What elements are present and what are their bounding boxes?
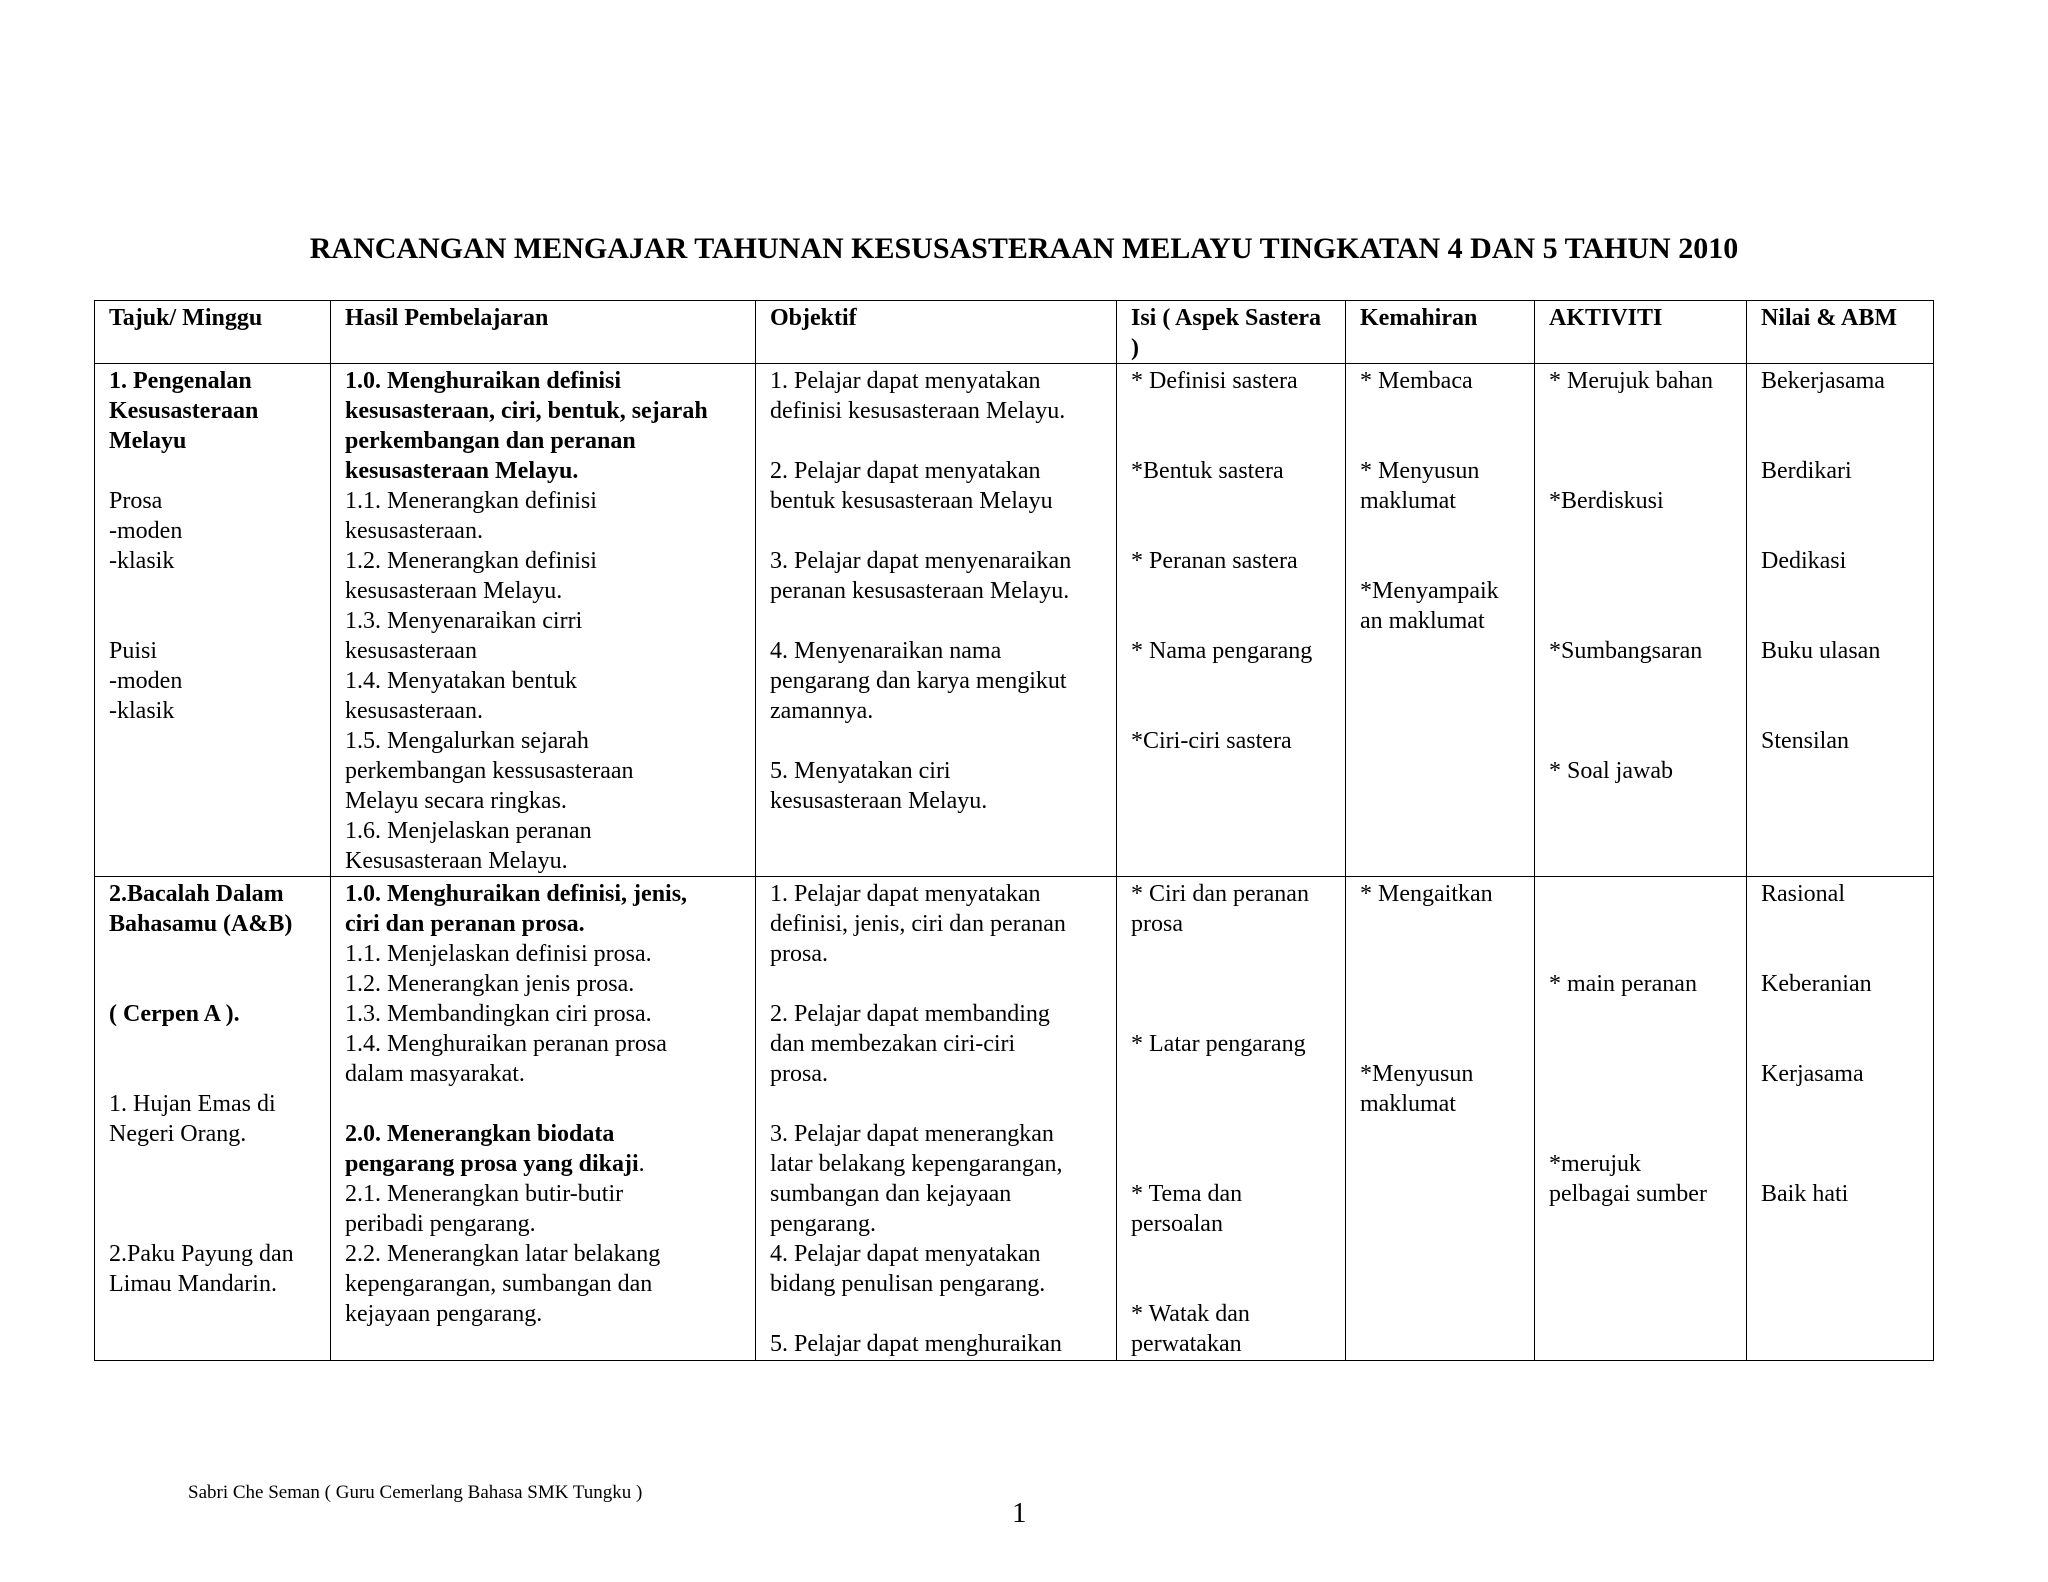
cell-text-line: bidang penulisan pengarang. (770, 1271, 1046, 1297)
cell-text-line (1549, 696, 1734, 726)
cell-text-line: *Menyusun (1360, 1061, 1474, 1087)
bold-text: pengarang prosa yang dikaji (345, 1151, 639, 1177)
cell-text-line (770, 726, 1104, 756)
cell-text-line: kesusasteraan Melayu. (770, 788, 988, 814)
cell-text-line (1549, 456, 1734, 486)
header-kemahiran: Kemahiran (1346, 301, 1535, 364)
cell-text-line (770, 969, 1104, 999)
cell-text-line: *Berdiskusi (1549, 488, 1664, 514)
cell-text-line: * Merujuk bahan (1549, 368, 1713, 394)
cell-text-line: *Menyampaik (1360, 578, 1499, 604)
cell-text-line (1549, 909, 1734, 939)
cell-text-line (1360, 546, 1522, 576)
cell-text-line (345, 1089, 743, 1119)
cell-text-line (345, 1149, 743, 1179)
cell-text-line: *Sumbangsaran (1549, 638, 1703, 664)
cell-text-line (1761, 486, 1921, 516)
cell-text-line: peranan kesusasteraan Melayu. (770, 578, 1070, 604)
cell-text-line: 4. Pelajar dapat menyatakan (770, 1241, 1041, 1267)
cell-text-line (1360, 999, 1522, 1029)
cell-nilai-abm (1747, 364, 1934, 877)
cell-text-line (1131, 486, 1333, 516)
cell-text-line (1761, 939, 1921, 969)
cell-text-line: pengarang dan karya mengikut (770, 668, 1067, 694)
cell-text-line: Buku ulasan (1761, 638, 1881, 664)
cell-text-line (109, 1029, 318, 1059)
cell-text-line (1761, 1029, 1921, 1059)
bold-text: Melayu (109, 428, 187, 454)
cell-text-line: 5. Pelajar dapat menghuraikan (770, 1331, 1062, 1357)
cell-text-line (1761, 666, 1921, 696)
cell-text-line (1549, 999, 1734, 1029)
cell-text-line (770, 606, 1104, 636)
cell-text-line: * Definisi sastera (1131, 368, 1298, 394)
bold-text: perkembangan dan peranan (345, 428, 636, 454)
cell-text-line (1761, 1119, 1921, 1149)
cell-text-line: pengarang. (770, 1211, 876, 1237)
cell-text-line (1761, 999, 1921, 1029)
cell-text-line: dan membezakan ciri-ciri (770, 1031, 1016, 1057)
cell-aktiviti (1535, 877, 1747, 1361)
lesson-plan-table (94, 300, 1934, 1361)
cell-text-line (109, 999, 318, 1029)
header-hasil-pembelajaran: Hasil Pembelajaran (331, 301, 756, 364)
cell-text-line: definisi kesusasteraan Melayu. (770, 398, 1066, 424)
cell-text-line: zamannya. (770, 698, 874, 724)
cell-text-line (1360, 426, 1522, 456)
cell-text-line: * Watak dan (1131, 1301, 1250, 1327)
cell-text-line: Stensilan (1761, 728, 1849, 754)
cell-text-line (1131, 426, 1333, 456)
cell-text-line: 1.2. Menerangkan definisi (345, 548, 597, 574)
cell-text-line: 1.3. Membandingkan ciri prosa. (345, 1001, 652, 1027)
cell-text-line: latar belakang kepengarangan, (770, 1151, 1063, 1177)
cell-text-line: 1.3. Menyenaraikan cirri (345, 608, 583, 634)
cell-text-line: persoalan (1131, 1211, 1223, 1237)
cell-text-line (1131, 1149, 1333, 1179)
cell-text-line: pelbagai sumber (1549, 1181, 1707, 1207)
cell-text-line (1761, 576, 1921, 606)
cell-text-line (345, 1119, 743, 1149)
cell-text-line: -moden (109, 668, 183, 694)
header-aktiviti: AKTIVITI (1535, 301, 1747, 364)
cell-text-line (109, 396, 318, 426)
cell-text-line (1549, 939, 1734, 969)
cell-text-line: maklumat (1360, 1091, 1456, 1117)
cell-text-line: * Menyusun (1360, 458, 1480, 484)
cell-text-line: 2. Pelajar dapat menyatakan (770, 458, 1041, 484)
cell-text-line (1549, 606, 1734, 636)
header-tajuk-minggu: Tajuk/ Minggu (95, 301, 331, 364)
cell-text-line (770, 516, 1104, 546)
cell-hasil-pembelajaran (331, 877, 756, 1361)
cell-text-line (109, 576, 318, 606)
cell-text-line (1549, 546, 1734, 576)
bold-text: 1.0. Menghuraikan definisi, jenis, (345, 881, 688, 907)
cell-text-line: 1. Pelajar dapat menyatakan (770, 881, 1041, 907)
cell-text-line: 1. Pelajar dapat menyatakan (770, 368, 1041, 394)
cell-text-line (1549, 879, 1734, 909)
footer-author: Sabri Che Seman ( Guru Cemerlang Bahasa SMK Tungku ) (188, 1482, 643, 1503)
cell-text-line (109, 879, 318, 909)
bold-text: 1. Pengenalan (109, 368, 252, 394)
cell-text-line: * Latar pengarang (1131, 1031, 1306, 1057)
cell-text-line (109, 969, 318, 999)
cell-text-line: prosa. (770, 941, 828, 967)
cell-text-line (109, 1209, 318, 1239)
cell-text-line: *merujuk (1549, 1151, 1641, 1177)
cell-text-line: kesusasteraan. (345, 698, 483, 724)
cell-text-line: Baik hati (1761, 1181, 1849, 1207)
cell-text-line (1761, 516, 1921, 546)
cell-text-line (109, 606, 318, 636)
cell-text-line (1549, 576, 1734, 606)
bold-text: ( Cerpen A ). (109, 1001, 240, 1027)
cell-text-line: bentuk kesusasteraan Melayu (770, 488, 1053, 514)
cell-text-line: Melayu secara ringkas. (345, 788, 567, 814)
cell-text-line: definisi, jenis, ciri dan peranan (770, 911, 1066, 937)
header-objektif: Objektif (756, 301, 1117, 364)
bold-text: Kesusasteraan (109, 398, 259, 424)
bold-text: kesusasteraan Melayu. (345, 458, 579, 484)
cell-text-line (109, 366, 318, 396)
cell-text-line: Bekerjasama (1761, 368, 1885, 394)
cell-tajuk-minggu (95, 364, 331, 877)
cell-text-line: Keberanian (1761, 971, 1872, 997)
cell-text-line (1761, 909, 1921, 939)
cell-text-line: 1.6. Menjelaskan peranan (345, 818, 592, 844)
cell-text-line (1761, 426, 1921, 456)
cell-text-line: -moden (109, 518, 183, 544)
cell-text-line (1131, 1059, 1333, 1089)
cell-objektif (756, 877, 1117, 1361)
cell-text-line (1761, 396, 1921, 426)
cell-text-line: *Ciri-ciri sastera (1131, 728, 1292, 754)
cell-kemahiran (1346, 364, 1535, 877)
cell-text-line (1131, 696, 1333, 726)
cell-text-line (770, 1299, 1104, 1329)
cell-text-line (1360, 969, 1522, 999)
cell-text-line (1360, 1029, 1522, 1059)
cell-text-line: 4. Menyenaraikan nama (770, 638, 1002, 664)
cell-text-line (1131, 1119, 1333, 1149)
bold-text: Bahasamu (A&B) (109, 911, 293, 937)
cell-isi-aspek-sastera (1117, 364, 1346, 877)
cell-text-line (109, 1059, 318, 1089)
cell-text-line: prosa (1131, 911, 1183, 937)
cell-text-line (1131, 969, 1333, 999)
cell-text-line: kesusasteraan. (345, 518, 483, 544)
cell-text-line (770, 426, 1104, 456)
trailing-text: . (638, 1151, 645, 1177)
cell-text-line (1549, 726, 1734, 756)
cell-text-line (1549, 666, 1734, 696)
cell-text-line (1761, 1089, 1921, 1119)
cell-text-line: *Bentuk sastera (1131, 458, 1284, 484)
cell-text-line: * Membaca (1360, 368, 1473, 394)
cell-text-line: * main peranan (1549, 971, 1697, 997)
cell-text-line: Puisi (109, 638, 158, 664)
cell-text-line (1549, 1119, 1734, 1149)
cell-text-line (1360, 909, 1522, 939)
cell-text-line: -klasik (109, 548, 175, 574)
cell-text-line (1360, 516, 1522, 546)
table-header-row (95, 301, 1934, 364)
cell-text-line (1131, 396, 1333, 426)
cell-text-line (1549, 516, 1734, 546)
cell-text-line: Kerjasama (1761, 1061, 1864, 1087)
cell-text-line: Rasional (1761, 881, 1845, 907)
cell-text-line (345, 396, 743, 426)
header-isi-aspek-sastera: Isi ( Aspek Sastera ) (1117, 301, 1346, 364)
cell-text-line: kesusasteraan Melayu. (345, 578, 563, 604)
cell-isi-aspek-sastera (1117, 877, 1346, 1361)
cell-text-line (1360, 939, 1522, 969)
cell-text-line: 2.2. Menerangkan latar belakang (345, 1241, 661, 1267)
cell-text-line (109, 456, 318, 486)
cell-text-line: perkembangan kessusasteraan (345, 758, 634, 784)
cell-text-line (1360, 396, 1522, 426)
cell-text-line (1131, 1239, 1333, 1269)
cell-kemahiran (1346, 877, 1535, 1361)
cell-text-line (770, 1089, 1104, 1119)
cell-text-line: Limau Mandarin. (109, 1271, 277, 1297)
cell-text-line (109, 909, 318, 939)
header-nilai-abm: Nilai & ABM (1747, 301, 1934, 364)
cell-text-line: kejayaan pengarang. (345, 1301, 543, 1327)
cell-text-line (1549, 1089, 1734, 1119)
cell-text-line: sumbangan dan kejayaan (770, 1181, 1012, 1207)
cell-text-line (109, 426, 318, 456)
cell-text-line: 1.2. Menerangkan jenis prosa. (345, 971, 635, 997)
cell-text-line: 3. Pelajar dapat menyenaraikan (770, 548, 1072, 574)
cell-text-line: maklumat (1360, 488, 1456, 514)
bold-text: 2.0. Menerangkan biodata (345, 1121, 615, 1147)
cell-text-line: dalam masyarakat. (345, 1061, 525, 1087)
cell-text-line (1131, 939, 1333, 969)
cell-text-line: kesusasteraan (345, 638, 477, 664)
cell-text-line: 1.5. Mengalurkan sejarah (345, 728, 589, 754)
cell-text-line (1131, 999, 1333, 1029)
cell-text-line: 2. Pelajar dapat membanding (770, 1001, 1050, 1027)
cell-text-line: Dedikasi (1761, 548, 1847, 574)
cell-text-line (1761, 606, 1921, 636)
cell-text-line (109, 939, 318, 969)
bold-text: ciri dan peranan prosa. (345, 911, 585, 937)
cell-text-line: 1.1. Menjelaskan definisi prosa. (345, 941, 652, 967)
cell-text-line (1131, 1089, 1333, 1119)
cell-text-line (109, 1149, 318, 1179)
cell-text-line (1549, 1029, 1734, 1059)
cell-text-line: Prosa (109, 488, 163, 514)
cell-text-line: kepengarangan, sumbangan dan (345, 1271, 653, 1297)
cell-text-line: * Soal jawab (1549, 758, 1673, 784)
cell-text-line: perwatakan (1131, 1331, 1242, 1357)
table-row (95, 877, 1934, 1361)
cell-text-line: 3. Pelajar dapat menerangkan (770, 1121, 1054, 1147)
cell-text-line: -klasik (109, 698, 175, 724)
table-row (95, 364, 1934, 877)
cell-text-line: prosa. (770, 1061, 828, 1087)
cell-text-line: Berdikari (1761, 458, 1852, 484)
cell-text-line (1549, 426, 1734, 456)
cell-text-line: 2.1. Menerangkan butir-butir (345, 1181, 624, 1207)
cell-text-line: * Nama pengarang (1131, 638, 1313, 664)
cell-text-line (1131, 666, 1333, 696)
cell-text-line (1131, 516, 1333, 546)
cell-text-line: 5. Menyatakan ciri (770, 758, 951, 784)
bold-text: 2.Bacalah Dalam (109, 881, 284, 907)
cell-text-line: 1.4. Menyatakan bentuk (345, 668, 577, 694)
cell-text-line (1131, 576, 1333, 606)
document-title: RANCANGAN MENGAJAR TAHUNAN KESUSASTERAAN MELAYU TINGKATAN 4 DAN 5 TAHUN 2010 (309, 232, 1739, 265)
cell-text-line (345, 426, 743, 456)
cell-text-line: an maklumat (1360, 608, 1485, 634)
cell-text-line: 1.1. Menerangkan definisi (345, 488, 597, 514)
cell-text-line (1131, 1269, 1333, 1299)
cell-text-line (345, 366, 743, 396)
cell-text-line: 1. Hujan Emas di (109, 1091, 276, 1117)
cell-text-line (1549, 1059, 1734, 1089)
cell-text-line (345, 909, 743, 939)
cell-text-line: * Mengaitkan (1360, 881, 1493, 907)
table-body (95, 364, 1934, 1361)
cell-text-line (345, 879, 743, 909)
cell-objektif (756, 364, 1117, 877)
cell-text-line (1131, 606, 1333, 636)
bold-text: 1.0. Menghuraikan definisi (345, 368, 622, 394)
cell-text-line (1761, 1149, 1921, 1179)
cell-text-line (1549, 396, 1734, 426)
cell-text-line: Kesusasteraan Melayu. (345, 848, 568, 874)
bold-text: kesusasteraan, ciri, bentuk, sejarah (345, 398, 708, 424)
cell-text-line (109, 1179, 318, 1209)
cell-text-line (345, 456, 743, 486)
page-number: 1 (1012, 1497, 1027, 1529)
cell-text-line: * Tema dan (1131, 1181, 1243, 1207)
cell-hasil-pembelajaran (331, 364, 756, 877)
cell-text-line (1761, 696, 1921, 726)
cell-text-line: * Peranan sastera (1131, 548, 1298, 574)
cell-nilai-abm (1747, 877, 1934, 1361)
cell-text-line: * Ciri dan peranan (1131, 881, 1309, 907)
cell-text-line: Negeri Orang. (109, 1121, 247, 1147)
cell-text-line: 1.4. Menghuraikan peranan prosa (345, 1031, 667, 1057)
cell-tajuk-minggu (95, 877, 331, 1361)
cell-aktiviti (1535, 364, 1747, 877)
cell-text-line: peribadi pengarang. (345, 1211, 536, 1237)
cell-text-line: 2.Paku Payung dan (109, 1241, 294, 1267)
